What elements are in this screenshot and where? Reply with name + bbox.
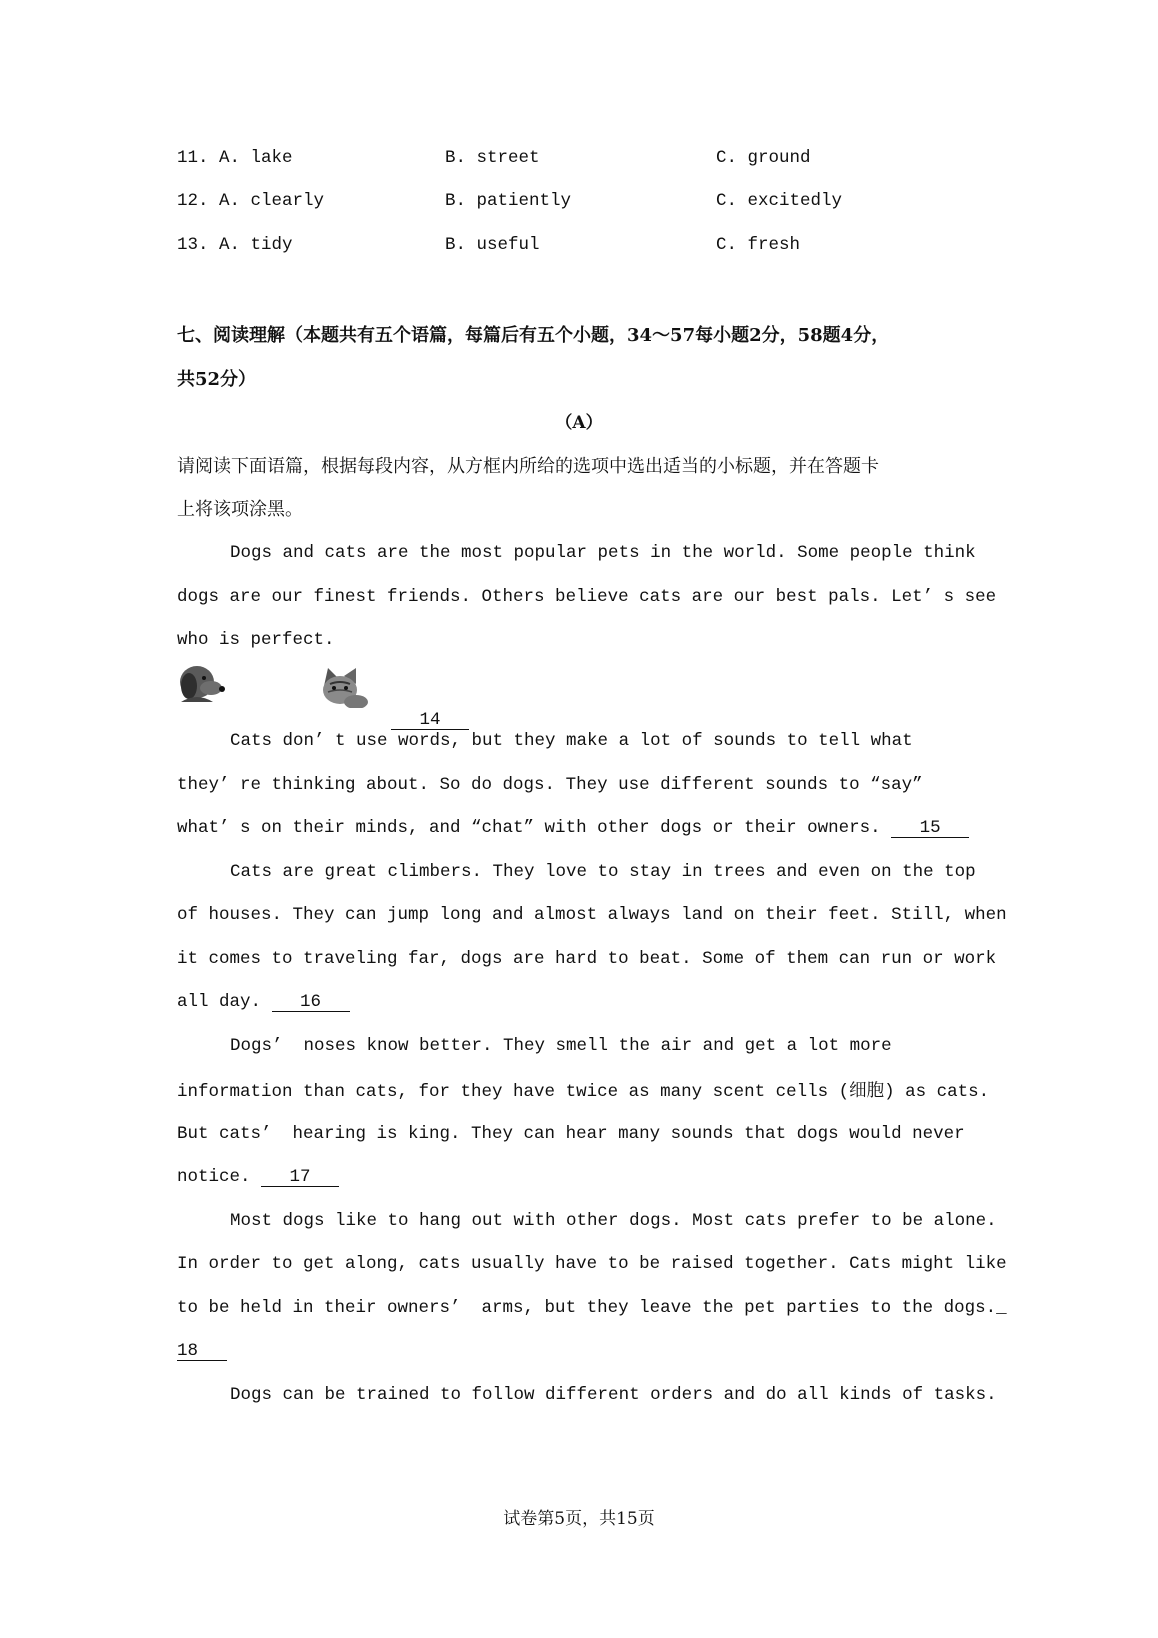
option-13-c: C. fresh — [716, 235, 801, 255]
blank-15: 15 — [891, 819, 969, 838]
passage-p3-line4 — [177, 992, 350, 1012]
passage-p3-line1: Cats are great climbers. They love to stay in trees and even on the top — [230, 862, 976, 882]
option-row-11 — [177, 148, 997, 172]
instruction-line2: 上将该项涂黑。 — [177, 499, 303, 520]
passage-p1-line1: Dogs and cats are the most popular pets in the world. Some people think — [230, 543, 976, 563]
passage-p6-line1: Dogs can be trained to follow different orders and do all kinds of tasks. — [230, 1385, 997, 1405]
passage-p4-line1: Dogs’ noses know better. They smell the air and get a lot more — [230, 1036, 892, 1056]
passage-p1-line3: who is perfect. — [177, 630, 335, 650]
passage-p2-line3-text: what’ s on their minds, and “chat” with other dogs or their owners. — [177, 818, 892, 838]
passage-p4-line3: But cats’ hearing is king. They can hear many sounds that dogs would never — [177, 1124, 965, 1144]
passage-p1-line2: dogs are our finest friends. Others believe cats are our best pals. Let’ s see — [177, 587, 997, 607]
passage-p3-line4-text: all day. — [177, 992, 272, 1012]
blank-16: 16 — [272, 993, 350, 1012]
option-row-12 — [177, 191, 997, 215]
passage-p3-line2: of houses. They can jump long and almost always land on their feet. Still, when — [177, 905, 1007, 925]
blank-17: 17 — [261, 1168, 339, 1187]
passage-p2-line1: Cats don’ t use words, but they make a lot of sounds to tell what — [230, 731, 913, 751]
instruction-line1: 请阅读下面语篇，根据每段内容，从方框内所给的选项中选出适当的小标题，并在答题卡 — [177, 456, 879, 477]
cat-picture — [318, 664, 368, 708]
option-13-b: B. useful — [445, 235, 540, 255]
blank-14 — [370, 690, 469, 730]
section-title-line2: 共52分） — [177, 369, 257, 390]
option-12-c: C. excitedly — [716, 191, 843, 211]
blank-18: 18 — [177, 1342, 227, 1361]
option-12-b: B. patiently — [445, 191, 572, 211]
passage-p3-line3: it comes to traveling far, dogs are hard to beat. Some of them can run or work — [177, 949, 997, 969]
passage-p4-line2: information than cats, for they have twice as many scent cells (细胞) as cats. — [177, 1082, 990, 1102]
passage-p5-line2: In order to get along, cats usually have to be raised together. Cats might like — [177, 1254, 1007, 1274]
page-footer: 试卷第5页，共15页 — [503, 1509, 655, 1529]
blank-18-line — [177, 1341, 227, 1361]
dog-picture — [177, 662, 227, 704]
option-row-13 — [177, 235, 997, 259]
option-11-a: 11. A. lake — [177, 148, 293, 168]
part-label: （A） — [555, 413, 603, 433]
passage-p4-line4 — [177, 1167, 339, 1187]
option-13-a: 13. A. tidy — [177, 235, 293, 255]
passage-p4-line4-text: notice. — [177, 1167, 262, 1187]
passage-p2-line3 — [177, 818, 969, 838]
option-11-b: B. street — [445, 148, 540, 168]
blank-14-number: 14 — [391, 711, 469, 730]
option-12-a: 12. A. clearly — [177, 191, 325, 211]
section-title-line1: 七、阅读理解（本题共有五个语篇，每篇后有五个小题，34～57每小题2分，58题4分， — [177, 325, 890, 346]
passage-p2-line2: they’ re thinking about. So do dogs. They use different sounds to “say” — [177, 775, 923, 795]
passage-p5-line1: Most dogs like to hang out with other dogs. Most cats prefer to be alone. — [230, 1211, 997, 1231]
passage-p5-line3: to be held in their owners’ arms, but they leave the pet parties to the dogs._ — [177, 1298, 1007, 1318]
option-11-c: C. ground — [716, 148, 811, 168]
